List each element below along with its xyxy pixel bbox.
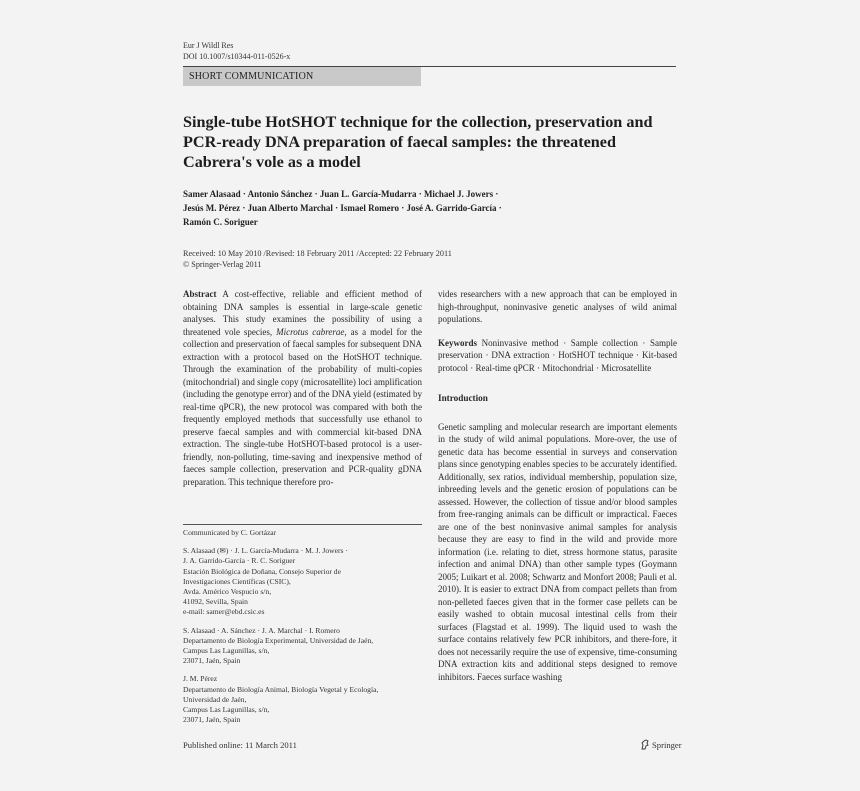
affiliation-line: Departamento de Biología Animal, Biología Vegetal y Ecología, [183, 684, 379, 694]
footnote-rule [183, 524, 422, 525]
abstract [183, 288, 422, 488]
affiliation-line: 41092, Sevilla, Spain [183, 597, 248, 607]
affiliation-line: Avda. Américo Vespucio s/n, [183, 587, 272, 597]
affiliation-line: Campus Las Lagunillas, s/n, [183, 646, 270, 656]
doi[interactable]: DOI 10.1007/s10344-011-0526-x [183, 52, 291, 61]
affiliation-line: J. A. Garrido-García · R. C. Soriguer [183, 556, 296, 566]
abstract-text-b: , as a model for the collection and preservation of faecal samples for subsequent DNA extraction with a protocol based on the HotSHOT technique. Through the examination of the probability of multi-copies (mitochondrial) and single copy (microsatellite) loci amplification (including the genotype error) and of the DNA yield (estimated by real-time qPCR), the new protocol was compared with both the frequently employed methods that successfully use ethanol to preserve faecal samples and with commercial kit-based DNA extraction. The single-tube HotSHOT-based protocol is a user-friendly, non-polluting, time-saving and inexpensive method of faeces sample collection, preservation and PCR-quality gDNA preparation. This technique therefore pro- [183, 326, 422, 487]
communicated-by: Communicated by C. Gortázar [183, 528, 277, 537]
introduction-text: Genetic sampling and molecular research are important elements in the study of wild animal populations. More-over, the use of genetic data has become essential in surveys and conservation plans since genotyping enables species to be accurately identified. Additionally, sex ratios, individual membership, population size, inbreeding levels and the genetic erosion of populations can be assessed. However, the collection of tissue and/or blood samples from free-ranging animals can be difficult or impractical. Faeces are one of the best noninvasive animal samples for analysis because they are easy to find in the wild and provide more information (i.e. relating to diet, stress hormone status, parasite infection and animal DNA) than other sample types (Goymann 2005; Luikart et al. 2008; Schwartz and Monfort 2008; Pauli et al. 2010). It is easier to extract DNA from compact pellets than from non-pelleted faeces given that in the former case pellets can be easily washed to obtain mucosal intestinal cells from their surfaces (Flagstad et al. 1999). The liquid used to wash the surface contains relatively few PCR inhibitors, and there-fore, it does not necessarily require the use of expensive, time-consuming DNA extraction kits and additional steps designed to remove inhibitors. Faeces surface washing [438, 421, 677, 682]
footnotes [183, 528, 422, 733]
introduction-heading: Introduction [438, 393, 488, 403]
affiliation-line: Estación Biológica de Doñana, Consejo Superior de [183, 566, 341, 576]
affiliation-line: S. Alasaad (✉) · J. L. García-Mudarra · M. J. Jowers · [183, 546, 348, 556]
paper-title: Single-tube HotSHOT technique for the collection, preservation and PCR-ready DNA preparation of faecal samples: the threatened Cabrera's vole as a model [183, 113, 653, 171]
authors-line-1: Samer Alasaad · Antonio Sánchez · Juan L. García-Mudarra · Michael J. Jowers · [183, 189, 499, 199]
affiliation-line: Investigaciones Científicas (CSIC), [183, 576, 291, 586]
authors-line-3: Ramón C. Soriguer [183, 217, 258, 227]
section-label: SHORT COMMUNICATION [183, 67, 421, 86]
species-name: Microtus cabrerae [276, 326, 345, 337]
publisher-logo [640, 739, 682, 750]
publication-dates [183, 248, 663, 270]
journal-header [183, 40, 290, 62]
abstract-text-a: A cost-effective, reliable and efficient method of obtaining DNA samples is essential in large-scale genetic analyses. This study examines the possibility of using a threatened vole species, [183, 289, 422, 337]
keywords-label: Keywords [438, 337, 477, 348]
affiliation-line: S. Alasaad · A. Sánchez · J. A. Marchal · I. Romero [183, 625, 340, 635]
affiliation-block-1 [183, 546, 422, 617]
received-dates: Received: 10 May 2010 /Revised: 18 February 2011 /Accepted: 22 February 2011 [183, 249, 452, 258]
affiliation-line[interactable]: e-mail: samer@ebd.csic.es [183, 607, 265, 617]
affiliation-line: Departamento de Biología Experimental, Universidad de Jaén, [183, 635, 374, 645]
published-online: Published online: 11 March 2011 [183, 740, 297, 750]
keywords-text: Noninvasive method · Sample collection · Sample preservation · DNA extraction · HotSHOT technique · Kit-based protocol · Real-time qPCR · Mitochondrial · Microsatellite [438, 337, 677, 373]
copyright: © Springer-Verlag 2011 [183, 260, 262, 269]
affiliation-block-2 [183, 626, 422, 667]
springer-horse-icon [640, 739, 650, 750]
affiliation-line: J. M. Pérez [183, 674, 218, 684]
affiliation-line: 23071, Jaén, Spain [183, 715, 241, 725]
affiliation-line: 23071, Jaén, Spain [183, 656, 241, 666]
author-list [183, 187, 663, 229]
affiliation-line: Campus Las Lagunillas, s/n, [183, 705, 270, 715]
affiliation-line: Universidad de Jaén, [183, 694, 247, 704]
keywords [438, 337, 677, 375]
right-column [438, 288, 677, 683]
publisher-name: Springer [652, 739, 682, 750]
abstract-label: Abstract [183, 289, 217, 299]
journal-name: Eur J Wildl Res [183, 41, 234, 50]
authors-line-2: Jesús M. Pérez · Juan Alberto Marchal · Ismael Romero · José A. Garrido-García · [183, 203, 502, 213]
affiliation-block-3 [183, 674, 422, 725]
abstract-continued: vides researchers with a new approach that can be employed in high-throughput, noninvasive genetic analyses of wild animal populations. [438, 289, 677, 324]
